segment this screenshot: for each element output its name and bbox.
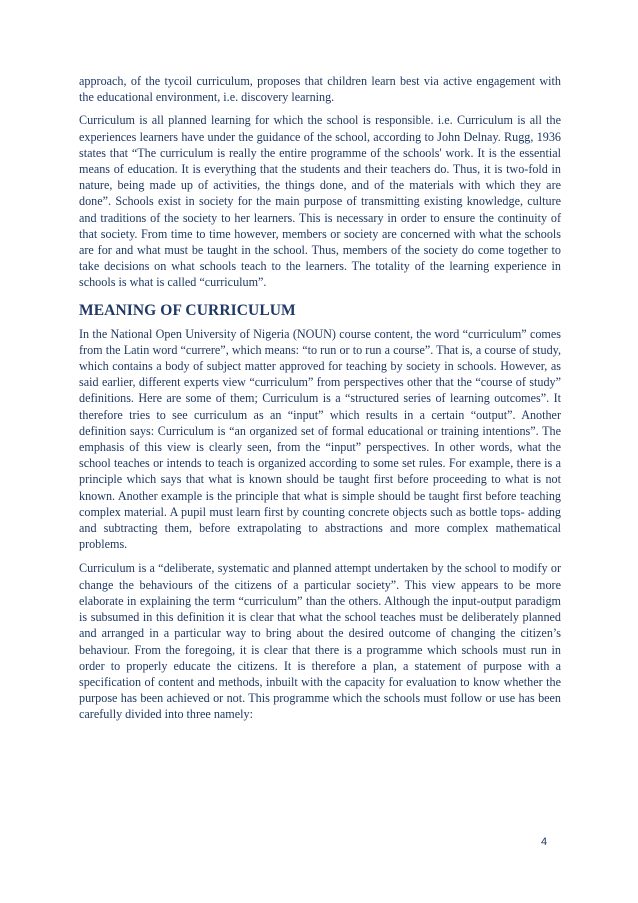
paragraph-curriculum-definition: Curriculum is all planned learning for which the school is responsible. i.e. Curriculum is all the experiences learners have under the guidance of the school, according to John Delnay. Rugg, 1936 states that “The curriculum is really the entire programme of the schools' work. It is the essential means of education. It is everything that the students and their teachers do. Thus, it is two-fold in nature, being made up of activities, the things done, and of the materials with which they are done”. Schools exist in society for the main purpose of transmitting existing knowledge, culture and traditions of the society to her learners. This is necessary in order to ensure the continuity of that society. From time to time however, members or society are concerned with what the schools are for and what must be taught in the school. Thus, members of the society do come together to take decisions on what schools teach to the learners. The totality of the learning experience in schools is what is called “curriculum”.: [79, 113, 561, 290]
paragraph-noun-definition: In the National Open University of Nigeria (NOUN) course content, the word “curriculum” comes from the Latin word “currere”, which means: “to run or to run a course”. That is, a course of study, which contains a body of subject matter approved for teaching by society in schools. However, as said earlier, different experts view “curriculum” from perspectives other that the “course of study” definitions. Here are some of them; Curriculum is a “structured series of learning outcomes”. It therefore tries to see curriculum as an “input” which results in a certain “output”. Another definition says: Curriculum is “an organized set of formal educational or training intentions”. The emphasis of this view is clearly seen, from the “input” perspectives. In other words, what the school teaches or intends to teach is organized according to some set rules. For example, there is a principle which says that what is known should be taught first before proceeding to what is not known. Another example is the principle that what is simple should be taught first before teaching complex material. A pupil must learn first by counting concrete objects such as bottle tops- adding and subtracting them, before extrapolating to abstractions and more complex mathematical problems.: [79, 326, 561, 552]
page-number: 4: [541, 836, 548, 848]
paragraph-approach: approach, of the tycoil curriculum, proposes that children learn best via active engagement with the educational environment, i.e. discovery learning.: [79, 74, 561, 105]
section-heading: MEANING OF CURRICULUM: [79, 301, 296, 319]
paragraph-deliberate-attempt: Curriculum is a “deliberate, systematic and planned attempt undertaken by the school to modify or change the behaviours of the citizens of a particular society”. This view appears to be more elaborate in explaining the term “curriculum” than the others. Although the input-output paradigm is subsumed in this definition it is clear that what the school teaches must be deliberately planned and arranged in a particular way to bring about the desired outcome of changing the citizen’s behaviour. From the foregoing, it is clear that there is a programme which schools must run in order to properly educate the citizens. It is therefore a plan, a statement of purpose with a specification of content and methods, inbuilt with the capacity for evaluation to know whether the purpose has been achieved or not. This programme which the schools must follow or use has been carefully divided into three namely:: [79, 561, 561, 722]
page-content: [79, 73, 561, 731]
